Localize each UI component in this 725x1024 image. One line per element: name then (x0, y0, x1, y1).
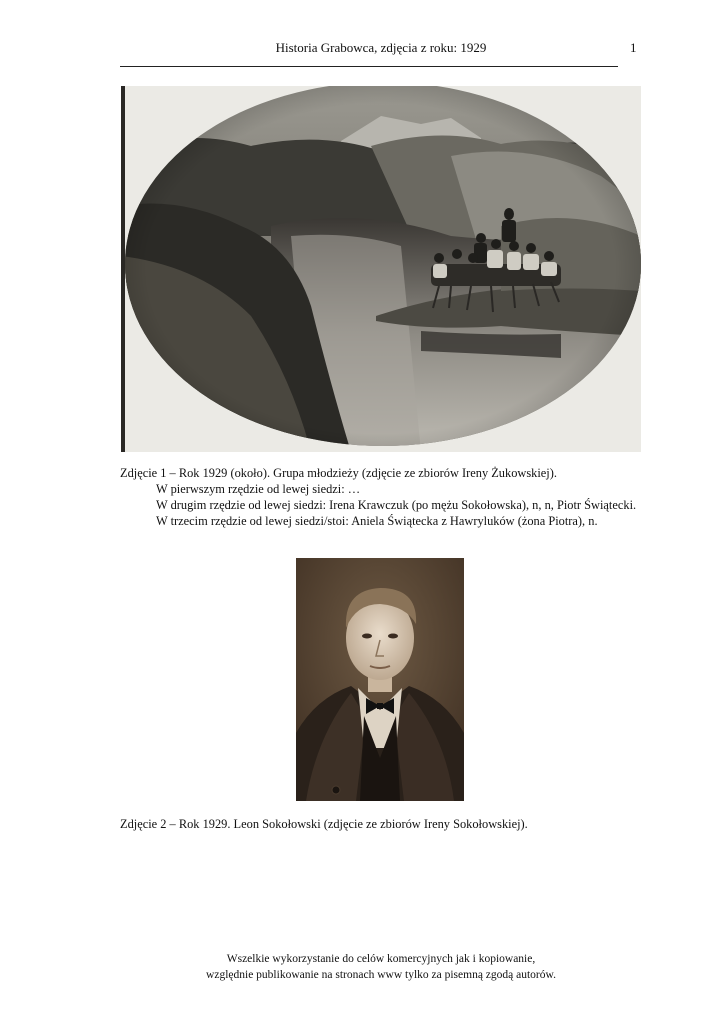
page-footer (0, 951, 725, 983)
page-header-title: Historia Grabowca, zdjęcia z roku: 1929 (275, 40, 487, 55)
photo1-caption-line: W drugim rzędzie od lewej siedzi: Irena Krawczuk (po mężu Sokołowska), n, n, Piotr Świątecki. (156, 498, 637, 512)
group-photo-river (121, 86, 641, 452)
portrait-photo-image (296, 558, 464, 801)
photo1-caption (120, 465, 640, 529)
photo1-caption-line: W pierwszym rzędzie od lewej siedzi: … (156, 482, 361, 496)
page-number: 1 (630, 40, 637, 55)
photo1-caption-line: W trzecim rzędzie od lewej siedzi/stoi: Aniela Świątecka z Hawryluków (żona Piotra), n. (156, 514, 598, 528)
group-photo-river-image (121, 86, 641, 452)
photo2-caption: Zdjęcie 2 – Rok 1929. Leon Sokołowski (zdjęcie ze zbiorów Ireny Sokołowskiej). (120, 817, 528, 831)
footer-line: względnie publikowanie na stronach www tylko za pisemną zgodą autorów. (206, 969, 556, 981)
header-rule (120, 66, 618, 67)
footer-line: Wszelkie wykorzystanie do celów komercyjnych jak i kopiowanie, (226, 953, 536, 965)
portrait-photo (296, 558, 464, 801)
photo1-caption-line: Zdjęcie 1 – Rok 1929 (około). Grupa młodzieży (zdjęcie ze zbiorów Ireny Żukowskiej). (120, 466, 557, 480)
